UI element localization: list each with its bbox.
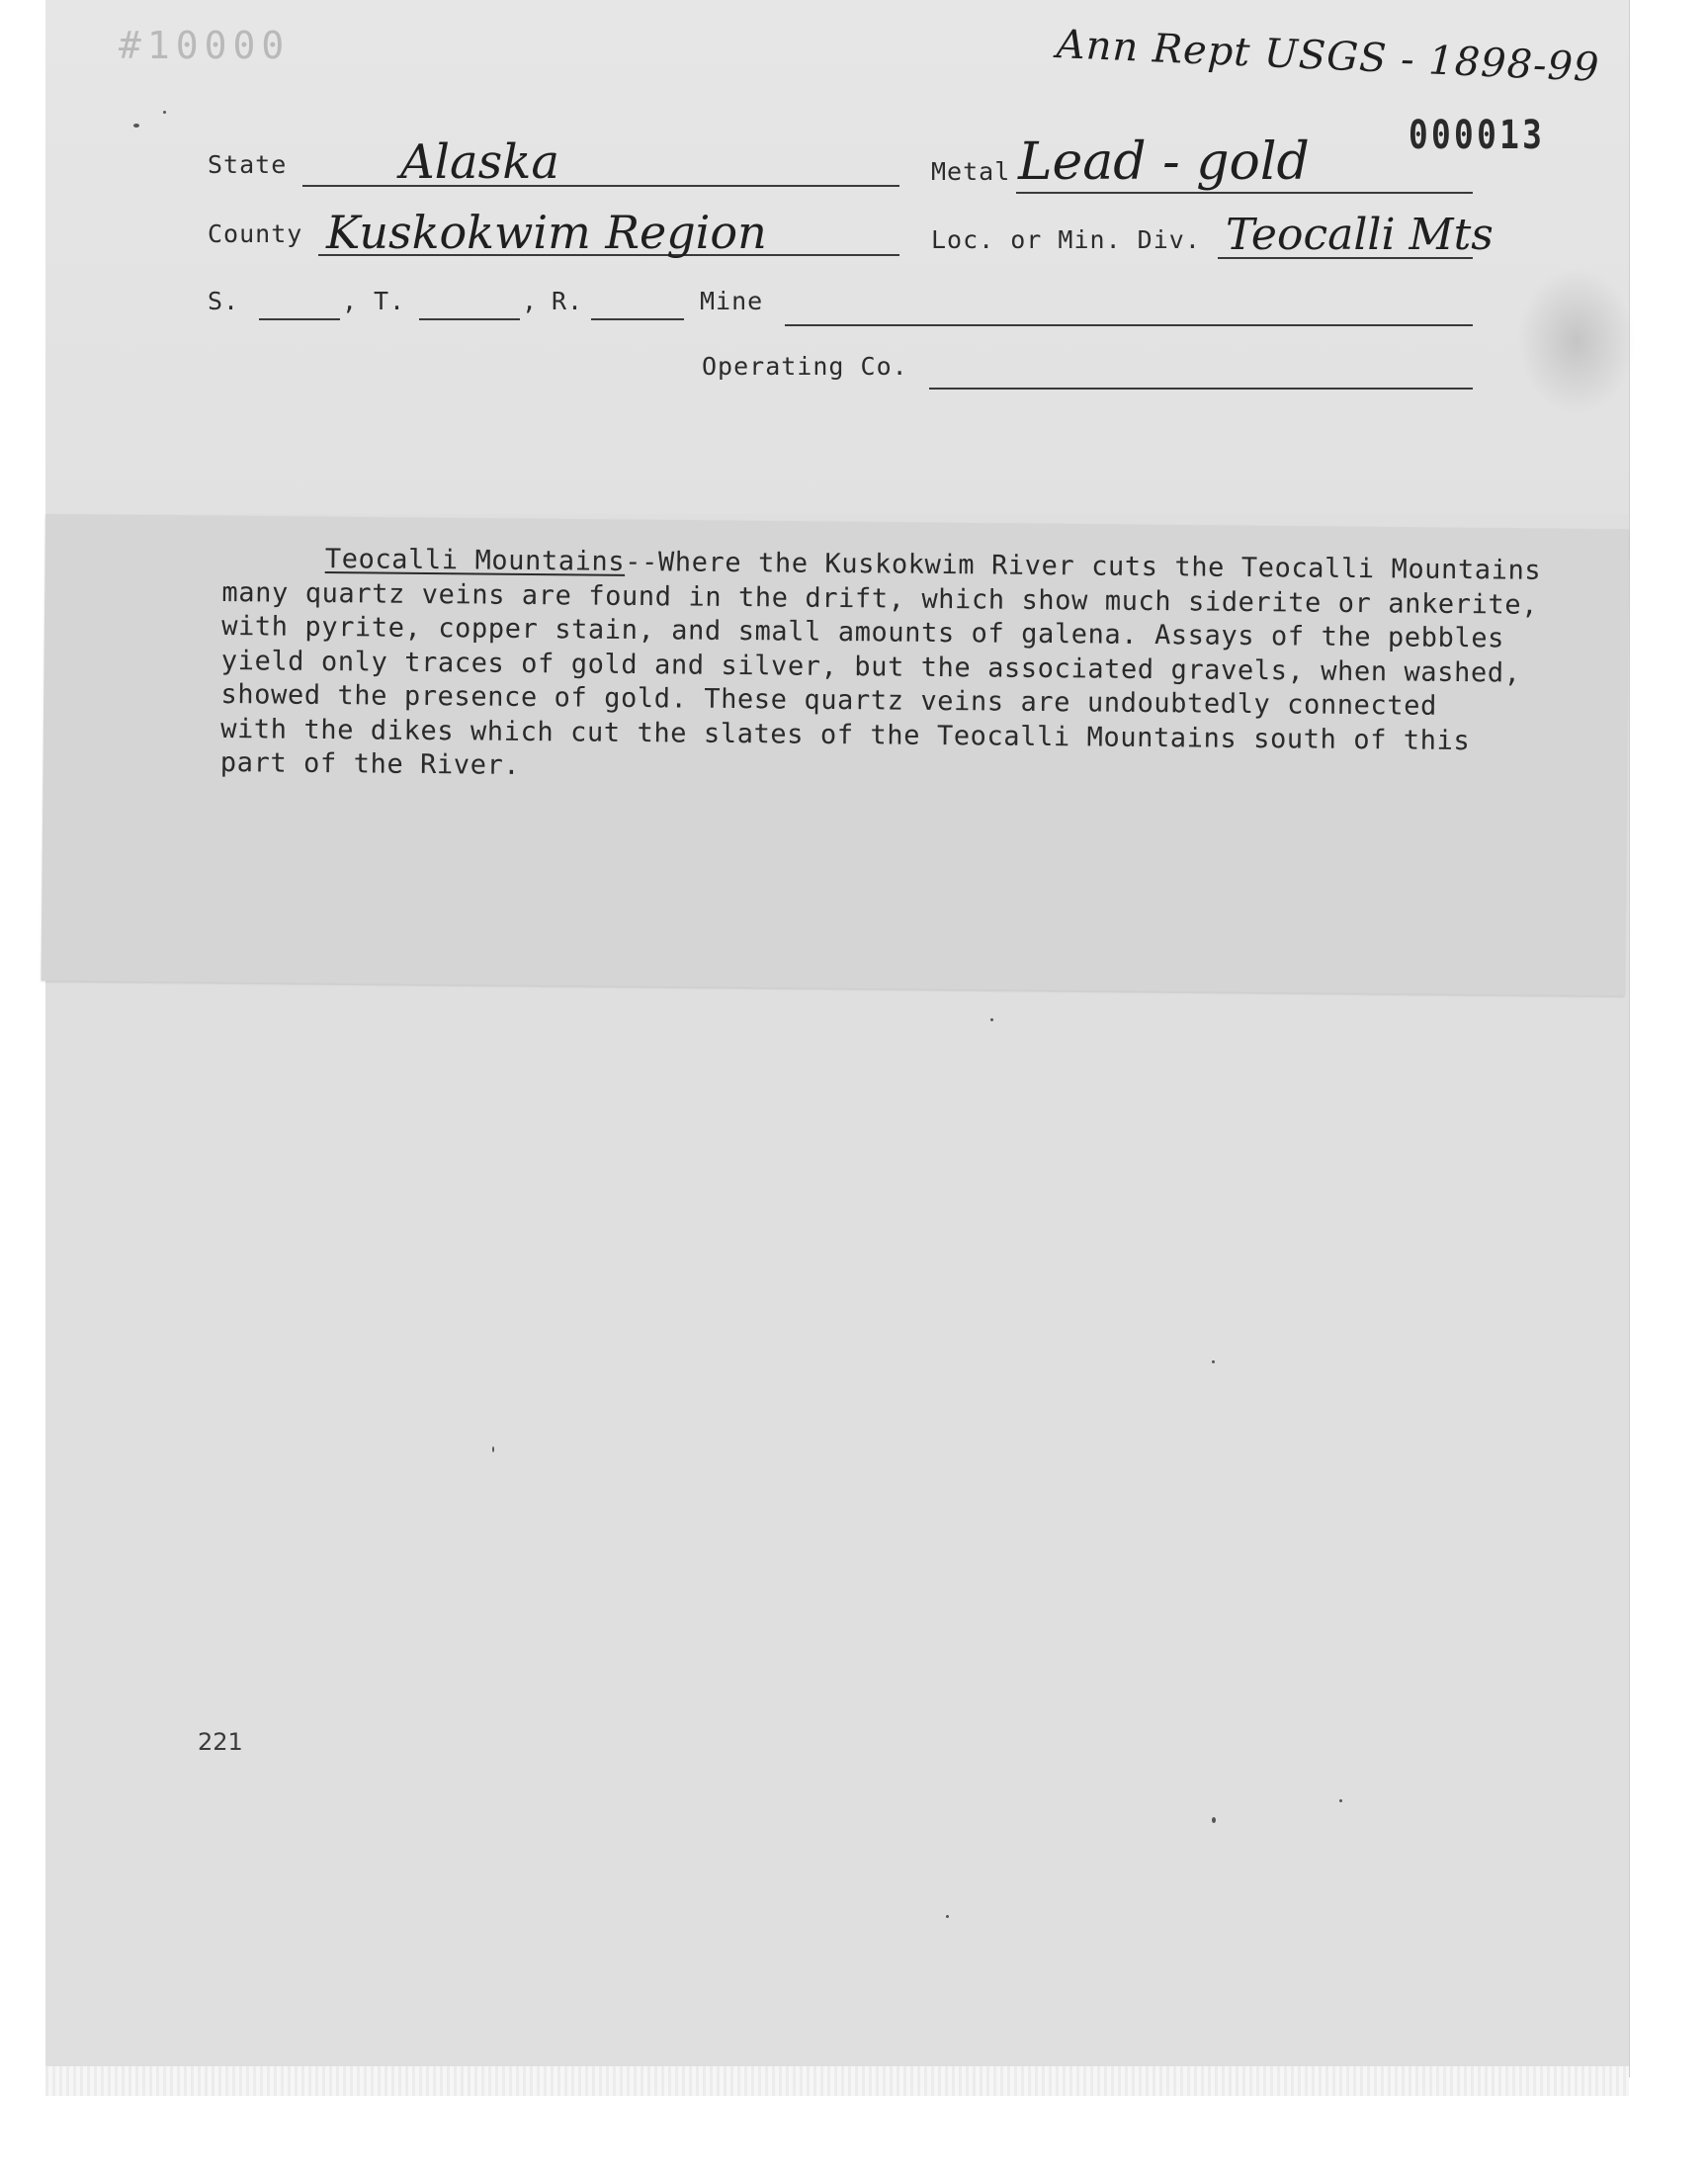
page-number: 221: [198, 1728, 243, 1756]
section-label: S.: [208, 287, 240, 315]
loc-div-value: Teocalli Mts: [1226, 210, 1494, 260]
paper-sheet: [45, 0, 1630, 2077]
scan-speck: [492, 1446, 494, 1452]
county-value: Kuskokwim Region: [326, 206, 767, 259]
description-paragraph: [220, 542, 1547, 793]
county-label: County: [208, 219, 303, 248]
scan-speck: [946, 1915, 949, 1918]
metal-label: Metal: [931, 157, 1011, 186]
section-field-line: [259, 318, 340, 320]
section-separator: ,: [342, 287, 359, 315]
scan-speck: [163, 111, 166, 114]
body-line: with the dikes which cut the slates of the Teocalli Mountains south of this: [220, 713, 1471, 756]
state-value: Alaska: [400, 134, 559, 190]
state-label: State: [208, 150, 288, 179]
metal-value: Lead - gold: [1018, 132, 1310, 192]
scan-speck: [1212, 1817, 1216, 1823]
body-line: with pyrite, copper stain, and small amounts of galena. Assays of the pebbles: [221, 610, 1505, 654]
scan-edge-artifact: [45, 2066, 1629, 2096]
metal-field-line: [1016, 192, 1473, 194]
section-heading: Teocalli Mountains: [324, 543, 626, 577]
scan-speck: [1212, 1360, 1215, 1363]
range-field-line: [591, 318, 684, 320]
body-line: showed the presence of gold. These quartz veins are undoubtedly connected: [220, 678, 1438, 722]
record-number-stamp: 000013: [1409, 113, 1546, 158]
scan-speck: [1339, 1799, 1342, 1802]
township-field-line: [419, 318, 520, 320]
scan-speck: [990, 1018, 993, 1021]
township-separator: ,: [522, 287, 539, 315]
operating-co-label: Operating Co.: [702, 352, 908, 381]
body-line: many quartz veins are found in the drift, which show much siderite or ankerite,: [221, 576, 1539, 621]
township-label: T.: [374, 287, 406, 315]
scan-speck: [133, 124, 139, 128]
state-field-line: [302, 185, 899, 187]
operating-co-field-line: [929, 388, 1473, 390]
body-line: part of the River.: [219, 746, 521, 781]
body-line: yield only traces of gold and silver, but the associated gravels, when washed,: [220, 645, 1521, 689]
range-label: R.: [552, 287, 584, 315]
faded-stamp-number: #10000: [119, 24, 291, 67]
mine-label: Mine: [700, 287, 764, 315]
loc-div-label: Loc. or Min. Div.: [931, 225, 1201, 254]
mine-field-line: [785, 324, 1473, 326]
body-line: --Where the Kuskokwim River cuts the Teocalli Mountains: [625, 546, 1542, 586]
scan-smudge: [1517, 267, 1636, 415]
handwritten-citation: Ann Rept USGS - 1898-99: [1055, 22, 1601, 91]
